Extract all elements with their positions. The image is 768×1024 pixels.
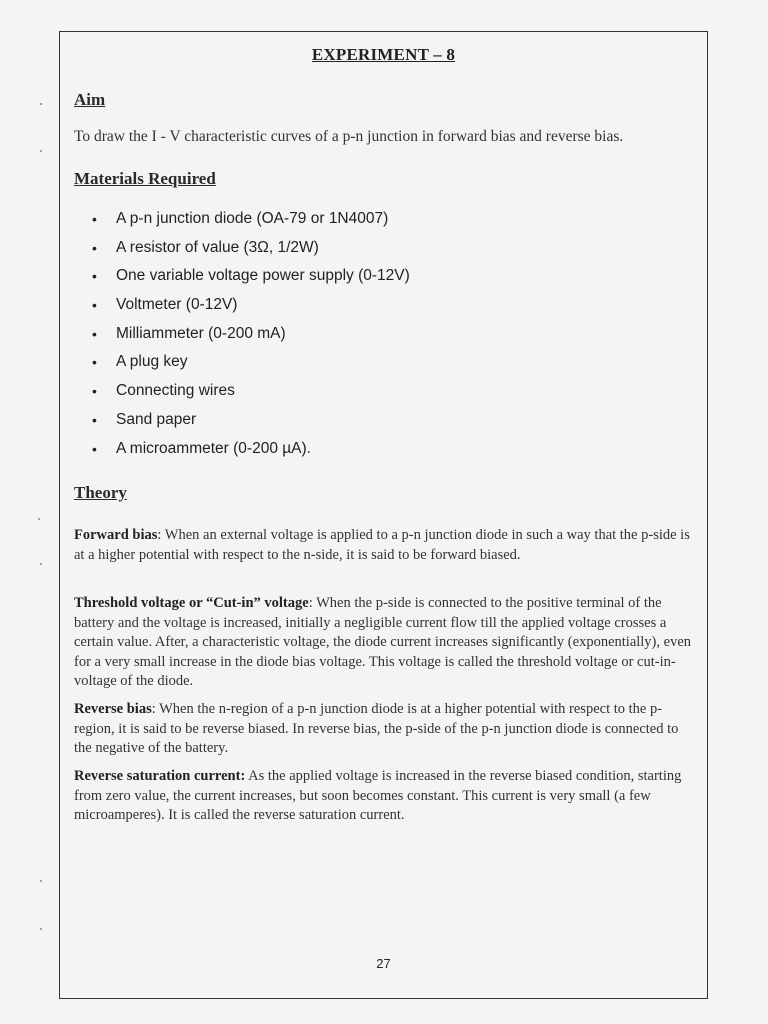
margin-mark xyxy=(38,518,40,520)
theory-heading: Theory xyxy=(74,483,127,502)
material-item: Sand paper xyxy=(116,410,197,428)
paragraph-text: As the applied voltage is increased in the reverse biased condition, starting from zero value, the current increases, but soon becomes constant. This current is very small (a few microamperes). It is called the reverse saturation current. xyxy=(74,768,682,824)
list-item xyxy=(92,262,410,291)
bullet-icon: • xyxy=(92,297,97,314)
list-item xyxy=(92,205,410,234)
theory-paragraph-threshold-voltage xyxy=(74,594,698,692)
term-separator: : xyxy=(151,701,160,717)
materials-list xyxy=(92,205,410,463)
list-item xyxy=(92,406,410,435)
term-separator: : xyxy=(157,527,165,543)
page-title: EXPERIMENT – 8 xyxy=(311,45,456,64)
material-item: Connecting wires xyxy=(116,382,235,400)
material-item: A microammeter (0-200 µA). xyxy=(116,439,311,457)
theory-paragraph-reverse-bias xyxy=(74,700,698,759)
list-item xyxy=(92,377,410,406)
bullet-icon: • xyxy=(92,239,97,256)
list-item xyxy=(92,348,410,377)
paragraph-text: When the p-side is connected to the positive terminal of the battery and the voltage is increased, initially a negligible current flow till the applied voltage crosses a certain value. After, a characteristic voltage, the diode current increases significantly (exponentially), even for a very small increase in the diode bias voltage. This voltage is called the threshold voltage or cut-in-voltage of the diode. xyxy=(74,595,692,690)
list-item xyxy=(92,435,410,464)
bullet-icon: • xyxy=(92,354,97,371)
material-item: Voltmeter (0-12V) xyxy=(116,296,238,314)
list-item xyxy=(92,291,410,320)
list-item xyxy=(92,234,410,263)
margin-mark xyxy=(40,563,42,565)
term-separator: : xyxy=(308,595,317,611)
materials-heading: Materials Required xyxy=(74,169,216,188)
paragraph-text: When the n-region of a p-n junction diode is at a higher potential with respect to the p-region, it is said to be reverse biased. In reverse bias, the p-side of the p-n junction diode is connected to the negative of the battery. xyxy=(74,701,679,757)
bullet-icon: • xyxy=(92,383,97,400)
margin-mark xyxy=(40,150,42,152)
margin-mark xyxy=(40,928,42,930)
list-item xyxy=(92,320,410,349)
term-label: Reverse saturation current: xyxy=(74,768,246,784)
theory-paragraph-reverse-saturation-current xyxy=(74,767,698,826)
bullet-icon: • xyxy=(92,325,97,342)
bullet-icon: • xyxy=(92,268,97,285)
material-item: A resistor of value (3Ω, 1/2W) xyxy=(116,238,319,256)
bullet-icon: • xyxy=(92,211,97,227)
term-label: Threshold voltage or “Cut-in” voltage xyxy=(74,595,309,611)
page-number: 27 xyxy=(376,956,391,971)
term-label: Forward bias xyxy=(74,527,158,543)
term-label: Reverse bias xyxy=(74,701,152,717)
material-item: A plug key xyxy=(116,353,188,371)
paragraph-text: When an external voltage is applied to a p-n junction diode in such a way that the p-side is at a higher potential with respect to the n-side, it is said to be forward biased. xyxy=(74,527,690,563)
material-item: Milliammeter (0-200 mA) xyxy=(116,324,286,342)
bullet-icon: • xyxy=(92,411,97,428)
aim-heading: Aim xyxy=(74,90,106,109)
margin-mark xyxy=(40,103,42,105)
bullet-icon: • xyxy=(92,440,97,457)
theory-paragraph-forward-bias xyxy=(74,526,698,565)
material-item: One variable voltage power supply (0-12V) xyxy=(116,267,410,285)
aim-text: To draw the I - V characteristic curves of a p-n junction in forward bias and reverse bias. xyxy=(74,128,624,145)
material-item: A p-n junction diode (OA-79 or 1N4007) xyxy=(116,210,389,227)
margin-mark xyxy=(40,880,42,882)
